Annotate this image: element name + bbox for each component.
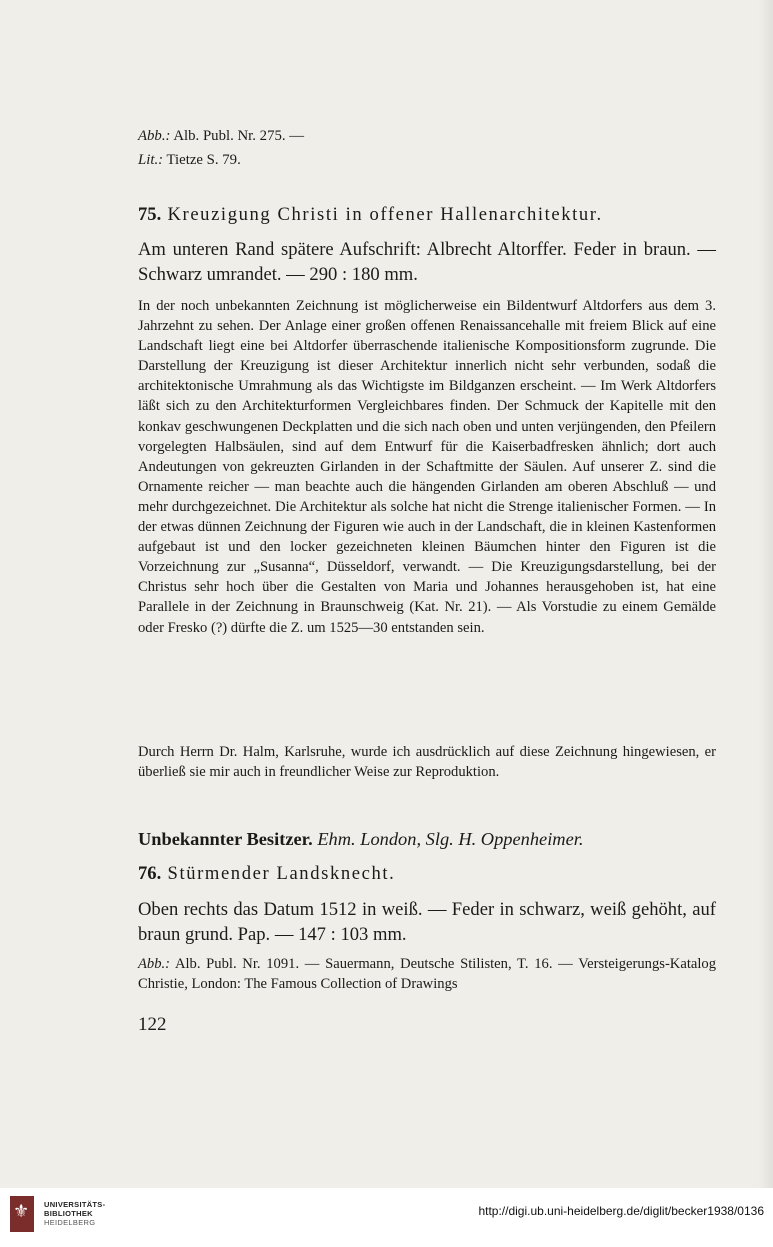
permalink-url[interactable]: http://digi.ub.uni-heidelberg.de/diglit/becker1938/0136 bbox=[478, 1204, 764, 1218]
owner-name: Unbekannter Besitzer. bbox=[138, 829, 313, 849]
library-seal-icon: ⚜ bbox=[13, 1201, 30, 1221]
lit-text: Tietze S. 79. bbox=[166, 152, 241, 168]
abb-text: Alb. Publ. Nr. 275. — bbox=[173, 128, 305, 144]
library-name bbox=[44, 1200, 105, 1227]
entry-75-heading bbox=[138, 203, 716, 227]
abb-label: Abb.: bbox=[138, 128, 171, 144]
entry-75-title: Kreuzigung Christi in offener Hallenarchitektur. bbox=[167, 204, 603, 225]
page-number: 122 bbox=[138, 1014, 167, 1035]
footer-bar bbox=[0, 1188, 773, 1247]
library-name-line-3: HEIDELBERG bbox=[44, 1218, 96, 1227]
library-name-line-2: BIBLIOTHEK bbox=[44, 1209, 93, 1218]
entry-76-abbildung bbox=[138, 954, 716, 994]
page-edge-shadow bbox=[759, 0, 773, 1188]
entry-75-acknowledgement: Durch Herrn Dr. Halm, Karlsruhe, wurde ich ausdrücklich auf diese Zeichnung hingewiesen, er überließ sie mir auch in freundlicher Weise zur Reproduktion. bbox=[138, 744, 716, 781]
lit-label: Lit.: bbox=[138, 152, 164, 168]
entry-75-body: In der noch unbekannten Zeichnung ist möglicherweise ein Bildentwurf Altdorfers aus dem 3. Jahrzehnt zu sehen. Der Anlage einer großen offenen Renaissancehalle mit freiem Blick auf eine Landschaft liegt eine bei Altdorfer überraschende italienische Kompositionsform zugrunde. Die Darstellung der Kreuzigung ist dieser Architektur innerlich nicht sehr verbunden, sodaß die architektonische Umrahmung als das Wichtigste im Bildganzen erscheint. — Im Werk Altdorfers läßt sich zu den Architekturformen Vergleichbares finden. Der Schmuck der Kapitelle mit den konkav geschwungenen Deckplatten und die sich nach oben und unten verjüngenden, den Pfeilern vorgelegten Halbsäulen, sind auf dem Entwurf für die Kaiserbadfresken ähnlich; dort auch Andeutungen von gekreuzten Girlanden in der Schaftmitte der Säulen. Auf unserer Z. sind die Ornamente reicher — man beachte auch die hängenden Girlanden am oberen Abschluß — und mehr durchgezeichnet. Die Architektur als solche hat nicht die Strenge italienischer Formen. — In der etwas dünnen Zeichnung der Figuren wie auch in der Landschaft, die in kleinen Kastenformen aufgebaut ist und den locker gezeichneten kleinen Bäumchen hinter den Figuren ist die Vorzeichnung zur „Susanna“, Düsseldorf, verwandt. — Die Kreuzigungsdarstellung, bei der Christus sehr hoch über die Gestalten von Maria und Johannes herausgehoben ist, hat eine Parallele in der Zeichnung in Braunschweig (Kat. Nr. 21). — Als Vorstudie zu einem Gemälde oder Fresko (?) dürfte die Z. um 1525—30 entstanden sein. bbox=[138, 298, 716, 636]
library-name-line-1: UNIVERSITÄTS- bbox=[44, 1200, 106, 1209]
top-abbildung-line bbox=[138, 126, 716, 146]
entry-76-title: Stürmender Landsknecht. bbox=[167, 863, 396, 884]
owner-line bbox=[138, 827, 716, 851]
literature-line bbox=[138, 150, 716, 170]
entry-76-abb-text: Alb. Publ. Nr. 1091. — Sauermann, Deutsche Stilisten, T. 16. — Versteigerungs-Katalog Christie, London: The Famous Collection of Drawings bbox=[138, 956, 717, 993]
entry-76-description: Oben rechts das Datum 1512 in weiß. — Feder in schwarz, weiß gehöht, auf braun grund. Pap. — 147 : 103 mm. bbox=[138, 899, 716, 945]
entry-76-number: 76. bbox=[138, 863, 162, 884]
owner-provenance: Ehm. London, Slg. H. Oppenheimer. bbox=[317, 829, 584, 849]
entry-76-abb-label: Abb.: bbox=[138, 956, 171, 972]
entry-75-number: 75. bbox=[138, 204, 162, 225]
library-logo bbox=[10, 1196, 34, 1232]
entry-75-description: Am unteren Rand spätere Aufschrift: Albrecht Altorffer. Feder in braun. — Schwarz umrandet. — 290 : 180 mm. bbox=[138, 239, 716, 285]
entry-76-heading bbox=[138, 862, 716, 886]
